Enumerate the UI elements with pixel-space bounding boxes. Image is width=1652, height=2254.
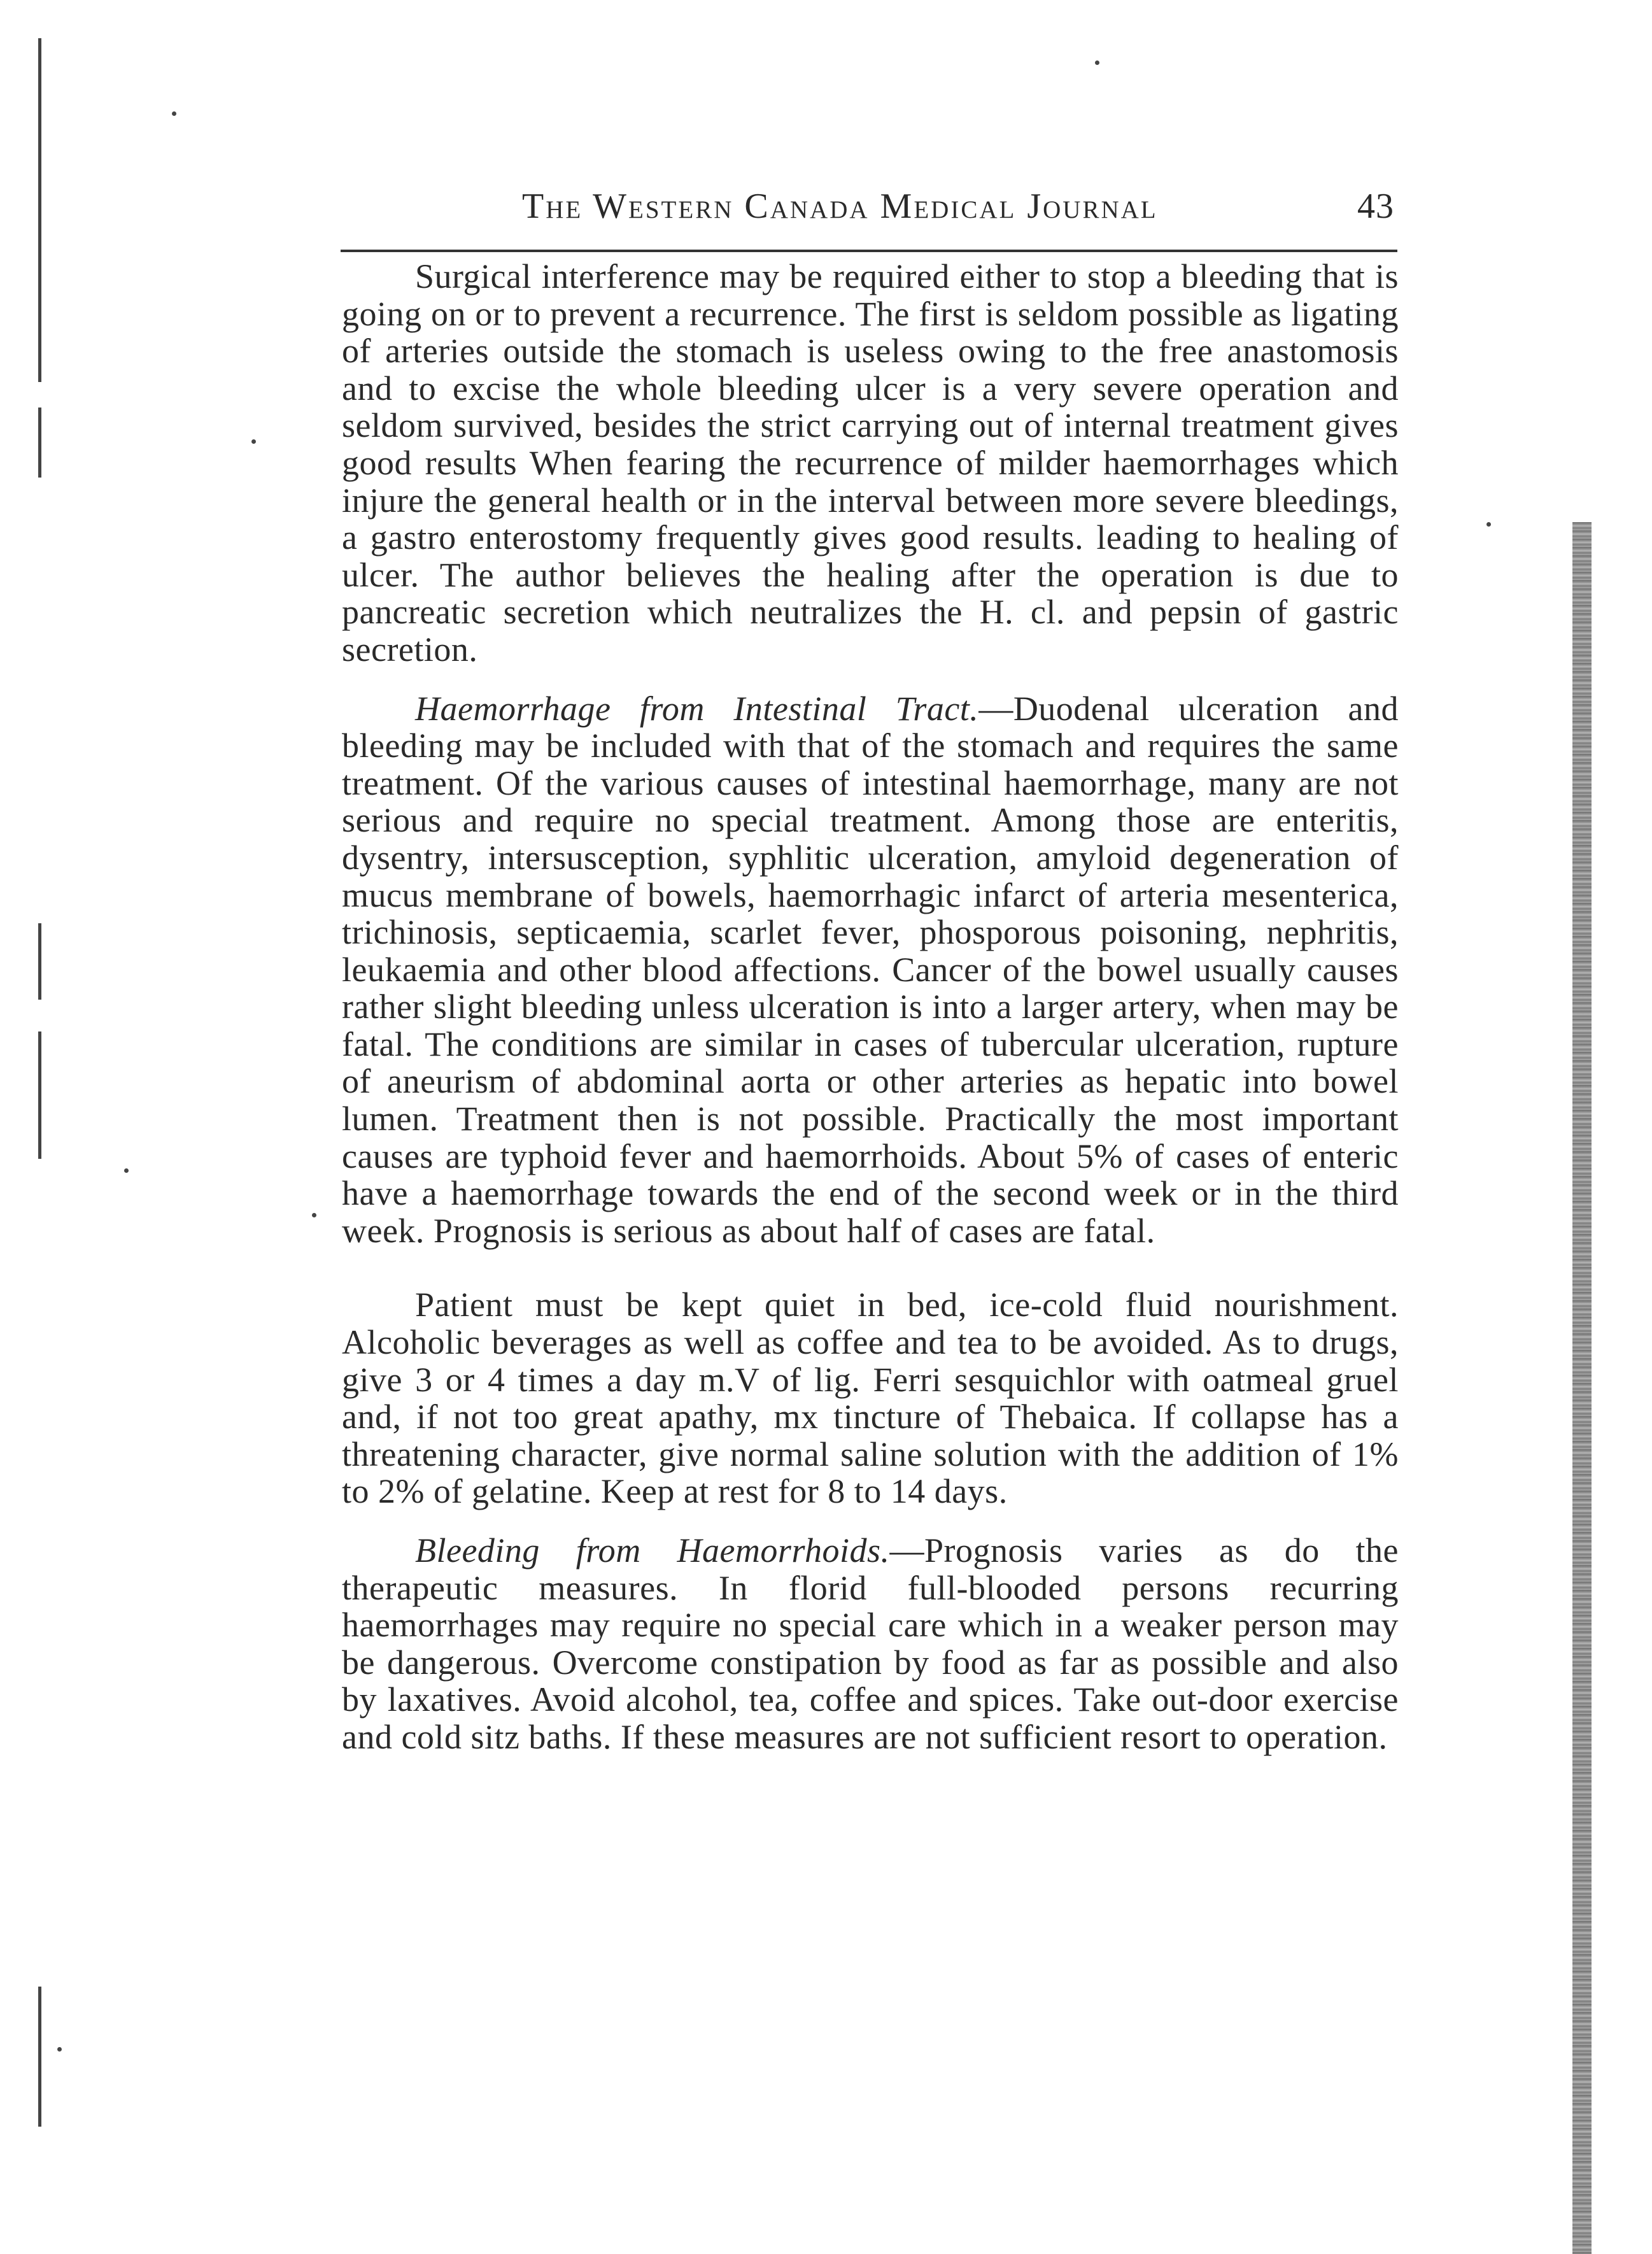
paragraph-patient-care: Patient must be kept quiet in bed, ice-cold fluid nourishment. Alcoholic beverages as well as coffee and tea to be avoided. As to drugs, give 3 or 4 times a day m.V of lig. Ferri sesquichlor with oatmeal gruel and, if not too great apathy, mx tincture of Thebaica. If collapse has a threatening character, give normal saline solution with the addition of 1% to 2% of gelatine. Keep at rest for 8 to 14 days. [342, 1286, 1399, 1511]
page-number: 43 [1357, 187, 1394, 226]
scan-speck [251, 439, 256, 444]
scan-binding-strip [1572, 522, 1592, 2254]
scan-speck [57, 2047, 62, 2052]
scan-speck [172, 111, 176, 116]
paragraph-surgical-interference: Surgical interference may be required either to stop a bleeding that is going on or to prevent a recurrence. The first is seldom possible as ligating of arteries outside the stomach is useless owing to the free anastomosis and to excise the whole bleeding ulcer is a very severe operation and seldom survived, besides the strict carrying out of internal treatment gives good results When fearing the recurrence of milder haemorrhages which injure the general health or in the interval between more severe bleedings, a gastro enterostomy frequently gives good results. leading to healing of ulcer. The author believes the healing after the operation is due to pancreatic secretion which neutralizes the H. cl. and pepsin of gastric secretion. [342, 257, 1399, 669]
header-rule [341, 250, 1397, 252]
scan-edge-mark [38, 923, 41, 1000]
scan-speck [312, 1213, 316, 1217]
running-header [522, 186, 1394, 237]
paragraph-intestinal-haemorrhage [342, 690, 1399, 1250]
paragraph-text: —Duodenal ulceration and bleeding may be included with that of the stomach and requires the same treatment. Of the various causes of intestinal haemorrhage, many are not serious and require no special treatment. Among those are enteritis, dysentry, intersusception, syphlitic ulceration, amyloid degeneration of mucus membrane of bowels, haemorrhagic infarct of arteria mesenterica, trichinosis, septicaemia, scarlet fever, phosporous poisoning, nephritis, leukaemia and other blood affections. Cancer of the bowel usually causes rather slight bleeding unless ulceration is into a larger artery, when may be fatal. The conditions are similar in cases of tubercular ulceration, rupture of aneurism of abdominal aorta or other arteries as hepatic into bowel lumen. Treatment then is not possible. Practically the most important causes are typhoid fever and haemorrhoids. About 5% of cases of enteric have a haemorrhage towards the end of the second week or in the third week. Prognosis is serious as about half of cases are fatal. [342, 689, 1399, 1250]
scan-edge-mark [38, 408, 41, 478]
scan-edge-mark [38, 1987, 41, 2127]
paragraph-haemorrhoids [342, 1532, 1399, 1756]
paragraph-text: —Prognosis varies as do the therapeutic measures. In florid full-blooded persons recurring haemorrhages may require no special care which in a weaker person may be dangerous. Overcome constipation by food as far as possible and also by laxatives. Avoid alcohol, tea, coffee and spices. Take out-door exercise and cold sitz baths. If these measures are not sufficient resort to operation. [342, 1531, 1399, 1756]
section-heading-haemorrhoids: Bleeding from Haemorrhoids. [415, 1531, 890, 1570]
section-heading-intestinal-tract: Haemorrhage from Intestinal Tract. [415, 689, 979, 728]
scan-speck [124, 1168, 129, 1173]
article-body [342, 258, 1399, 1756]
journal-title: The Western Canada Medical Journal [522, 187, 1158, 226]
scan-speck [1486, 522, 1491, 527]
scan-speck [1095, 60, 1099, 65]
scan-edge-mark [38, 38, 41, 382]
scan-edge-mark [38, 1031, 41, 1159]
